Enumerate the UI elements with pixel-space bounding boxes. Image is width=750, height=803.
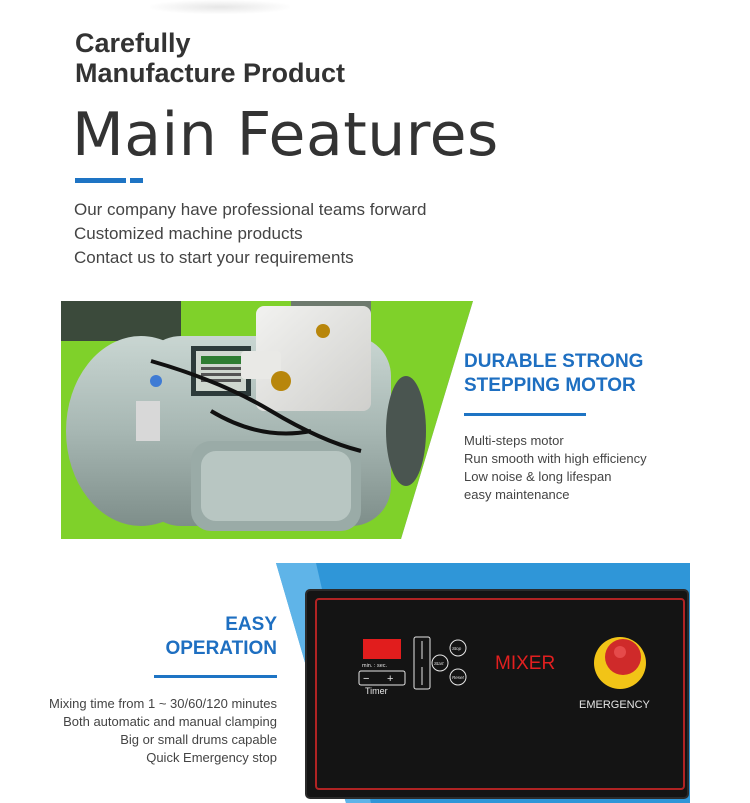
motor-heading-underline <box>464 413 586 416</box>
timer-plus-button[interactable]: + <box>387 673 394 685</box>
subtitle-line-2: Manufacture Product <box>75 58 346 88</box>
underline-segment-short <box>130 178 143 183</box>
timer-minus-button[interactable]: − <box>363 673 370 685</box>
stop-label: Stop <box>452 646 462 651</box>
control-panel-photo <box>276 563 690 803</box>
operation-feature-list <box>20 695 277 767</box>
intro-line: Customized machine products <box>74 224 303 243</box>
brand-label: MIXER <box>495 653 556 674</box>
timer-unit-label: min. : sec. <box>362 663 388 669</box>
start-label: Start <box>434 661 444 666</box>
operation-heading-line-2: OPERATION <box>165 638 277 659</box>
list-item: Quick Emergency stop <box>146 750 277 765</box>
subtitle <box>75 28 435 88</box>
reset-label: Reset <box>452 675 464 680</box>
timer-display <box>363 639 401 659</box>
top-shadow-decoration <box>150 0 290 14</box>
subtitle-line-1: Carefully <box>75 28 191 58</box>
motor-photo <box>61 301 473 539</box>
control-panel-illustration <box>276 563 690 803</box>
list-item: Big or small drums capable <box>120 732 277 747</box>
intro-line: Contact us to start your requirements <box>74 248 354 267</box>
list-item: Mixing time from 1 ~ 30/60/120 minutes <box>49 696 277 711</box>
panel-face <box>306 590 688 798</box>
motor-feature-list <box>464 432 744 504</box>
intro-line: Our company have professional teams forward <box>74 200 427 219</box>
intro-text <box>74 198 426 270</box>
motor-heading-line-1: DURABLE STRONG <box>464 351 644 372</box>
list-item: Both automatic and manual clamping <box>63 714 277 729</box>
underline-segment-long <box>75 178 126 183</box>
motor-heading-line-2: STEPPING MOTOR <box>464 375 636 396</box>
operation-feature-block <box>20 613 277 767</box>
motor-heading <box>464 350 744 398</box>
emergency-label: EMERGENCY <box>579 699 650 711</box>
operation-heading-underline <box>154 675 277 678</box>
page-title: Main Features <box>72 100 499 170</box>
operation-heading <box>20 613 277 661</box>
list-item: Multi-steps motor <box>464 433 564 448</box>
motor-feature-block <box>464 350 744 504</box>
list-item: Low noise & long lifespan <box>464 469 612 484</box>
motor-illustration <box>61 301 473 539</box>
list-item: Run smooth with high efficiency <box>464 451 647 466</box>
operation-heading-line-1: EASY <box>225 614 277 635</box>
list-item: easy maintenance <box>464 487 570 502</box>
timer-label: Timer <box>365 686 388 696</box>
